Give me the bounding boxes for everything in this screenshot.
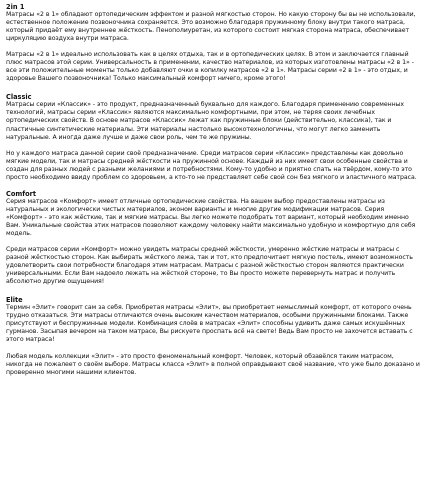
section-classic	[6, 93, 421, 181]
section-heading: Classic	[6, 93, 32, 102]
section-paragraph: Матрасы «2 в 1» обладают ортопедическим эффектом и разной мягкостью сторон. Но какую сторону бы вы не использовали, естественное положение позвоночника сохраняется. Это возможно благодаря пружинному блоку внутри такого матраса, который придаёт ему внутреннее жёсткость. Пенополиуретан, из которого состоит мягкая сторона матраса, обеспечивает циркуляцию воздуха внутри матраса.	[6, 11, 416, 43]
section-paragraph: Среди матрасов серии «Комфорт» можно увидеть матрасы средней жёсткости, умеренно жёсткие матрасы и матрасы с разной жёсткостью сторон. Как выбирать жёсткого лежа, так и тот, кто предпочитает мягкую постель, имеют возможность удовлетворить свои потребности благодаря этим матрасам. Матрасы с разной жёсткостью сторон являются практически универсальными. Если Вам надоело лежать на жёсткой стороне, то Вы просто можете перевернуть матрас и получить абсолютно другие ощущения!	[6, 246, 413, 286]
section-2in1	[6, 3, 421, 83]
section-heading: Comfort	[6, 189, 37, 198]
section-elite	[6, 296, 421, 376]
section-heading: Elite	[6, 296, 23, 305]
section-paragraph: Но у каждого матраса данной серии своё предназначение. Среди матрасов серии «Классик» представлены как довольно мягкие модели, так и матрасы средней жёсткости на пружинной основе. Каждый из них имеет свои особенные свойства и создан для разных людей с разными желаниями и потребностями. Кому-то удобно и приятно спать на твёрдом, кому-то это просто необходимо ввиду проблем со здоровьем, а кто-то не представляет себе свой сон без мягкого и эластичного матраса.	[6, 149, 417, 181]
section-comfort	[6, 190, 421, 286]
section-paragraph: Матрасы «2 в 1» идеально использовать как в целях отдыха, так и в ортопедических целях. В этом и заключается главный плюс матрасов этой серии. Универсальность в применении, качество материалов, из которых изготовлены матрасы «2 в 1» - все эти положительные моменты только добавляют очки в копилку матрасов «2 в 1». Матрасы серии «2 в 1» - это отдых, и здоровье Вашего позвоночника! Только максимальный комфорт ничего, кроме этого!	[6, 51, 414, 83]
section-paragraph: Любая модель коллекции «Элит» - это просто феноменальный комфорт. Человек, который обзавёлся таким матрасом, никогда не пожалеет о своём выборе. Матрасы класса «Элит» в полной оправдывают своё название, что уже было доказано и проверенно многими нашими клиентов.	[6, 352, 420, 376]
section-paragraph: Серия матрасов «Комфорт» имеет отличные ортопедические свойства. На вашем выбор предоставлены матрасы из натуральных и экологически чистых материалов, эконом варианты и многие другие модификации матрасов. Серия «Комфорт» - это как жёсткие, так и мягкие матрасы. Вы легко можете подобрать тот вариант, который необходим именно Вам. Уникальные свойства этих матрасов позволяют каждому человеку найти максимально удобную и комфортную для себя модель.	[6, 197, 416, 237]
section-heading: 2in 1	[6, 3, 25, 11]
section-paragraph: Матрасы серии «Классик» - это продукт, предназначенный буквально для каждого. Благодаря применению современных технологий, матрасы серии «Классик» являются максимально комфортными, при этом, не теряя своих лечебных ортопедических свойств. В основе матрасов «Классик» лежат как пружинные блоки (действительно, классика), так и пластичные синтетические материалы. Эти материалы настолько высокотехнологичны, что могут легко заменить натуральные. А иногда даже лучше и даже свои роль, чем те же пружины.	[6, 101, 405, 141]
section-paragraph: Термин «Элит» говорит сам за себя. Приобретая матрасы «Элит», вы приобретает немыслимый комфорт, от которого очень трудно отказаться. Эти матрасы отличаются очень высоким качеством материалов, особыми пружинными блоками. Также присутствуют и беспружинные модели. Комбинация слоёв в матрасах «Элит» способны удивить даже самых искушённых гурманов. Засыпая вечером на таком матрасе, Вы рискуете проспать всё на свете! Ведь Вам просто не захочется вставать с этого матраса!	[6, 304, 413, 344]
